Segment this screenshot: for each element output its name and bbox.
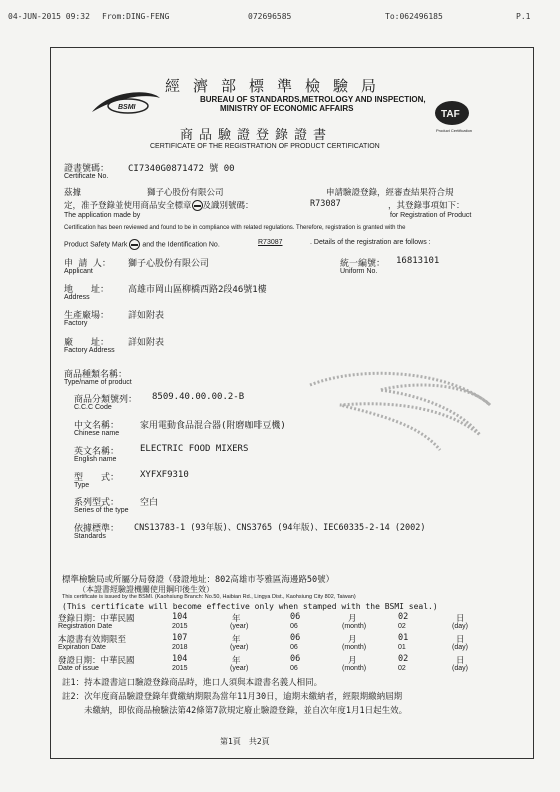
date-year-unit: 年 [232, 656, 241, 666]
issuer-seal-note: (This certificate will become effective only when stamped with the BSMI seal.) [62, 602, 438, 611]
date-month-en: 06 [290, 623, 298, 630]
date-day-unit: 日 [456, 614, 465, 624]
fax-number: 072696585 [248, 12, 292, 21]
date-day-unit-en: (day) [452, 623, 468, 630]
address-label-en: Address [64, 294, 90, 301]
series-label-en: Series of the type [74, 507, 129, 514]
date-day-en: 01 [398, 644, 406, 651]
date-year-unit-en: (year) [230, 665, 249, 672]
certificate-title-cn: 商品驗證登錄證書 [180, 128, 333, 143]
intro-en-line3 [64, 239, 220, 250]
standards-label-en: Standards [74, 533, 106, 540]
watermark-swirl [300, 365, 500, 455]
intro-en-line3-a: Product Safety Mark [64, 241, 128, 249]
fax-page: P.1 [516, 12, 531, 21]
ccc-label: 商品分類號列： [74, 395, 138, 405]
issuer-cn-note: （本證書經驗證機關使用鋼印後生效） [78, 585, 214, 594]
note-2-line2: 未繳納，即依商品檢驗法第42條第7款規定廢止驗證登錄，並自次年度1月1日起生效。 [84, 706, 408, 716]
date-year-en: 2015 [172, 665, 188, 672]
issuer-en: This certificate is issued by the BSMI. (Kaohsiung Branch: No.50, Haibian Rd., Lingya Dist., Kaohsiung City 802, Taiwan) [62, 594, 356, 600]
cn-name-label: 中文名稱： [74, 421, 120, 431]
uniform-value: 16813101 [396, 256, 440, 266]
date-month-unit: 月 [348, 614, 357, 624]
product-label: 商品種類名稱： [64, 370, 128, 380]
date-year: 107 [172, 633, 188, 643]
date-day-unit-en: (day) [452, 665, 468, 672]
date-year-unit-en: (year) [230, 623, 249, 630]
cn-name-value: 家用電動食品混合器(附磨咖啡豆機) [140, 421, 286, 431]
date-year-unit: 年 [232, 614, 241, 624]
date-label: 本證書有效期限至 [58, 635, 127, 645]
note-1: 註1：持本證書這口驗證登錄商品時，進口人須與本證書名義人相同。 [62, 678, 323, 688]
date-month: 06 [290, 654, 301, 664]
applicant-label-en: Applicant [64, 268, 93, 275]
intro-en-line3-end: . Details of the registration are follows : [310, 239, 431, 246]
address-label: 地 址： [64, 285, 110, 295]
uniform-label: 統一編號： [340, 259, 386, 269]
intro-mark-id: R73087 [310, 199, 341, 209]
factory-address-value: 詳如附表 [128, 338, 165, 348]
bsmi-logo-text: BSMI [118, 104, 136, 111]
date-day-unit-en: (day) [452, 644, 468, 651]
intro-line2-a: 定，准予登錄並使用商品安全標章 [64, 201, 192, 211]
date-year-unit: 年 [232, 635, 241, 645]
date-month-en: 06 [290, 665, 298, 672]
uniform-label-en: Uniform No. [340, 268, 378, 275]
date-month-unit-en: (month) [342, 623, 367, 630]
date-year: 104 [172, 612, 188, 622]
date-day-unit: 日 [456, 635, 465, 645]
date-day: 02 [398, 612, 409, 622]
date-month: 06 [290, 612, 301, 622]
page-number: 第1頁 共2頁 [220, 737, 270, 746]
bureau-title-en [200, 95, 426, 113]
intro-line2 [64, 199, 254, 211]
issuer-cn: 標準檢驗局或所屬分局發證（發證地址：802高雄市苓雅區海邊路50號） [62, 575, 335, 585]
intro-line2-end: ，其登錄事項如下： [388, 201, 465, 211]
date-month-unit: 月 [348, 635, 357, 645]
applicant-value: 獅子心股份有限公司 [128, 259, 210, 269]
intro-line2-b: 及識別號碼： [202, 201, 254, 211]
product-label-en: Type/name of product [64, 379, 132, 386]
bureau-title-en-line1: BUREAU OF STANDARDS,METROLOGY AND INSPECTION, [200, 95, 426, 104]
address-value: 高雄市岡山區柳橋西路2段46號1樓 [128, 285, 267, 295]
factory-address-label-en: Factory Address [64, 347, 115, 354]
certificate-title-en: CERTIFICATE OF THE REGISTRATION OF PRODUCT CERTIFICATION [150, 143, 380, 150]
safety-mark-icon-en [129, 239, 140, 250]
bureau-title-cn: 經濟部標準檢驗局 [165, 77, 390, 95]
date-year-en: 2018 [172, 644, 188, 651]
taf-logo-text: TAF [441, 109, 460, 120]
certno-label-en: Certificate No. [64, 173, 109, 180]
ccc-value: 8509.40.00.00.2-B [152, 392, 245, 402]
cn-name-label-en: Chinese name [74, 430, 120, 437]
intro-en-line2: Certification has been reviewed and found to be in compliance with related regulations. Therefore, registration is granted with the [64, 225, 406, 231]
en-name-value: ELECTRIC FOOD MIXERS [140, 444, 249, 454]
date-year-unit-en: (year) [230, 644, 249, 651]
taf-logo-subtext: Product Certification [436, 128, 473, 133]
certno-value: CI7340G0871472 號 00 [128, 164, 235, 174]
en-name-label-en: English name [74, 456, 117, 463]
factory-address-label: 廠 址： [64, 338, 110, 348]
bsmi-logo [90, 88, 162, 118]
fax-date: 04-JUN-2015 09:32 [8, 12, 90, 21]
taf-logo [430, 98, 478, 138]
date-day-en: 02 [398, 623, 406, 630]
bureau-title-en-line2: MINISTRY OF ECONOMIC AFFAIRS [220, 104, 354, 113]
factory-label-en: Factory [64, 320, 88, 327]
intro-en-line1b: for Registration of Product [390, 212, 472, 219]
date-label-en: Registration Date [58, 623, 113, 630]
intro-company: 獅子心股份有限公司 [147, 188, 224, 198]
series-label: 系列型式： [74, 498, 120, 508]
factory-value: 詳如附表 [128, 311, 165, 321]
date-label: 登錄日期：中華民國 [58, 614, 135, 624]
factory-label: 生產廠場： [64, 311, 110, 321]
fax-to: To:062496185 [385, 12, 443, 21]
date-day: 02 [398, 654, 409, 664]
intro-en-line1a: The application made by [64, 212, 141, 219]
date-year-en: 2015 [172, 623, 188, 630]
type-value: XYFXF9310 [140, 470, 189, 480]
date-day: 01 [398, 633, 409, 643]
standards-label: 依據標準： [74, 524, 120, 534]
date-month-unit-en: (month) [342, 644, 367, 651]
intro-en-line3-b: and the Identification No. [142, 241, 220, 249]
date-month: 06 [290, 633, 301, 643]
safety-mark-icon [192, 200, 203, 211]
applicant-label: 申 請 人： [64, 259, 111, 269]
intro-en-mark-id: R73087 [258, 239, 283, 246]
intro-line1-end: 申請驗證登錄，經審查結果符合規 [326, 188, 454, 198]
certno-label: 證書號碼： [64, 164, 110, 174]
series-value: 空白 [140, 498, 159, 508]
note-2-line1: 註2：次年度商品驗證登錄年費繳納期限為當年11月30日，逾期未繳納者，經限期繳納屆期 [62, 692, 403, 702]
date-day-en: 02 [398, 665, 406, 672]
date-label-en: Date of issue [58, 665, 99, 672]
date-day-unit: 日 [456, 656, 465, 666]
intro-prefix: 茲據 [64, 188, 82, 198]
date-label-en: Expiration Date [58, 644, 106, 651]
en-name-label: 英文名稱： [74, 447, 120, 457]
standards-value: CNS13783-1 (93年版)、CNS3765 (94年版)、IEC60335-2-14 (2002) [134, 523, 426, 533]
date-month-unit: 月 [348, 656, 357, 666]
type-label: 型 式： [74, 473, 120, 483]
date-year: 104 [172, 654, 188, 664]
date-label: 發證日期：中華民國 [58, 656, 135, 666]
date-month-unit-en: (month) [342, 665, 367, 672]
date-month-en: 06 [290, 644, 298, 651]
ccc-label-en: C.C.C Code [74, 404, 112, 411]
fax-from: From:DING-FENG [102, 12, 170, 21]
type-label-en: Type [74, 482, 90, 489]
